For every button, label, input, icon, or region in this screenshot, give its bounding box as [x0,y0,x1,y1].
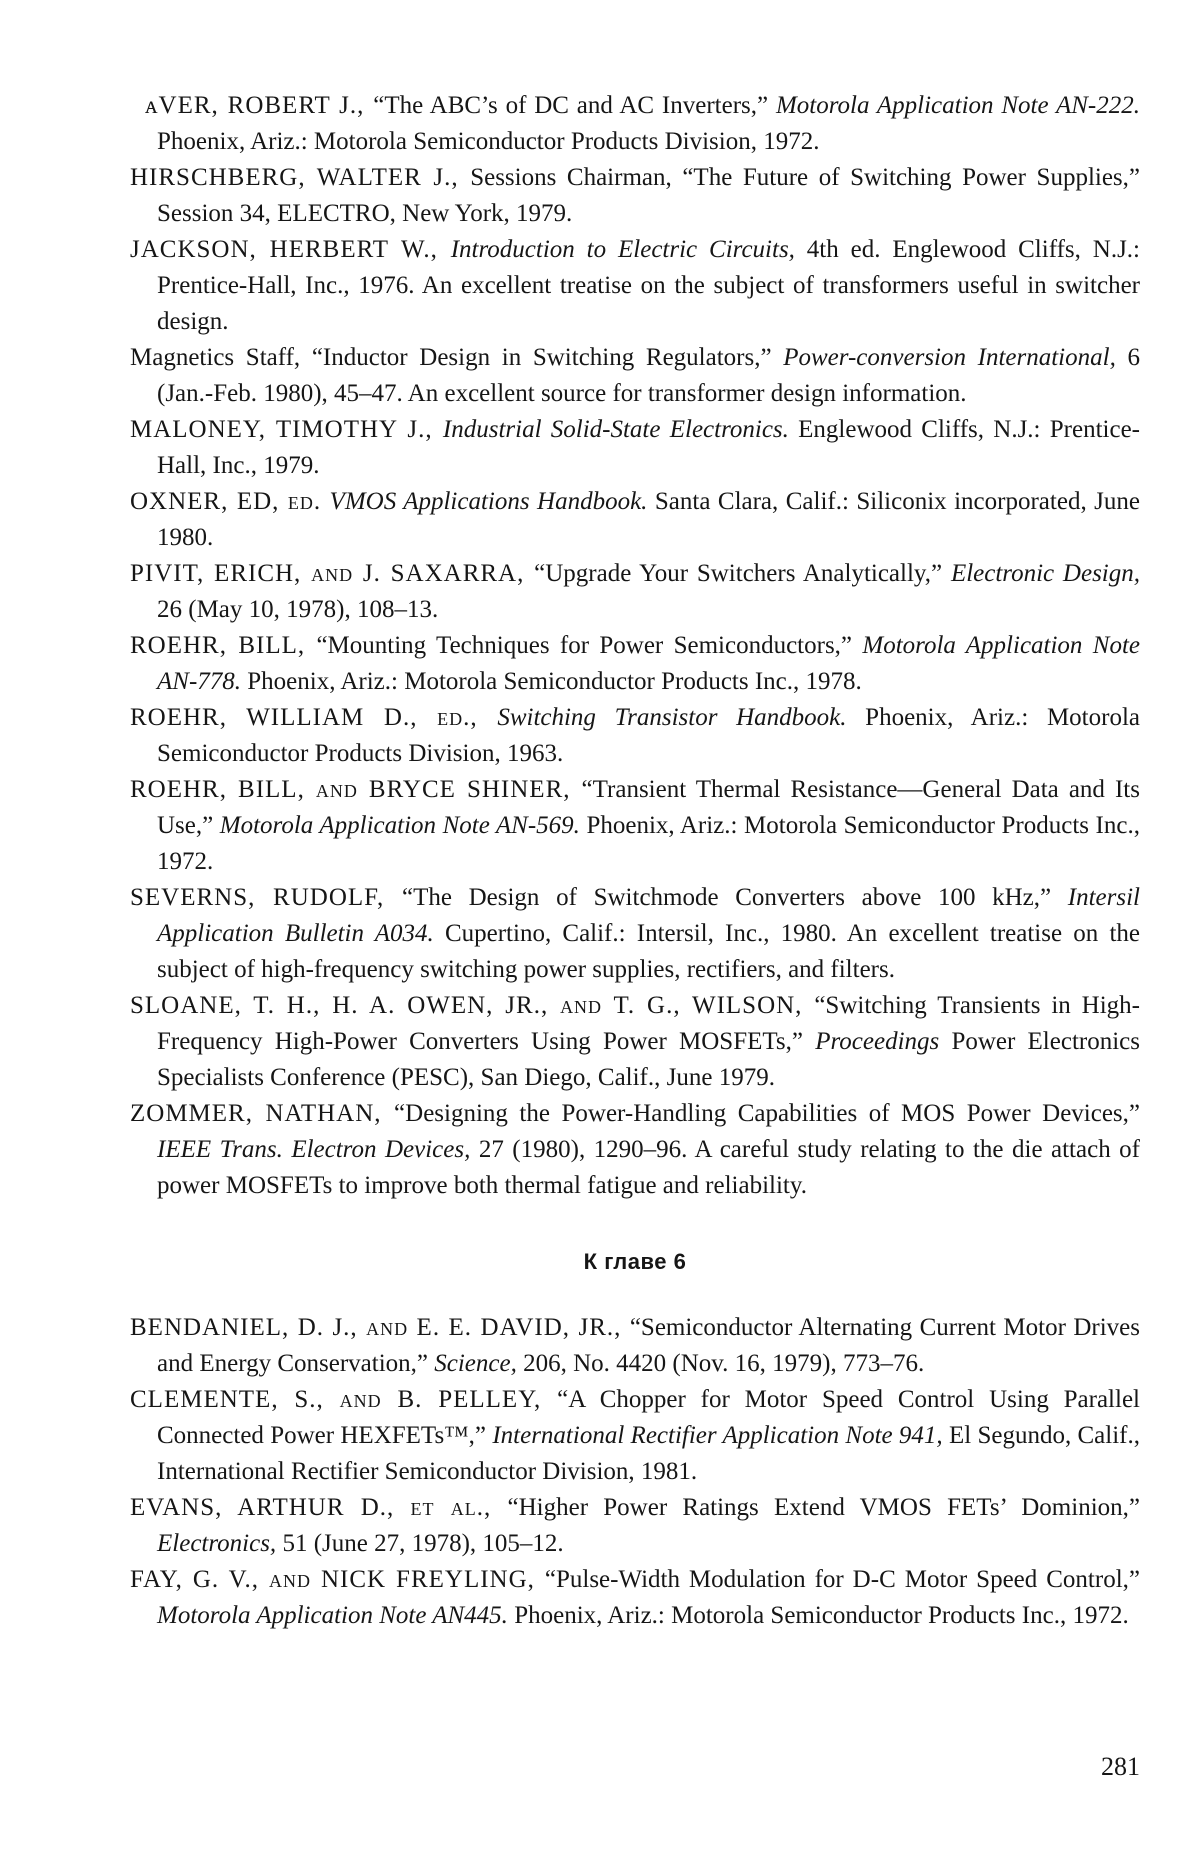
reference-entry [130,340,1140,412]
publication-info: Power Electronics Specialists Conference (PESC), San Diego, Calif., June 1979. [157,1028,1140,1091]
source-title: Switching Transistor Handbook. [497,704,846,731]
publication-info: Cupertino, Calif.: Intersil, Inc., 1980. An excellent treatise on the subject of high-frequency switching power supplies, rectifiers, and filters. [157,920,1140,983]
reference-entry [130,484,1140,556]
reference-entry [130,1310,1140,1382]
title-text: “Upgrade Your Switchers Analytically,” [534,560,951,587]
source-title: International Rectifier Application Note 941, [492,1422,942,1449]
source-title: VMOS Applications Handbook. [330,488,648,515]
author: BENDANIEL, D. J., and E. E. DAVID, JR., [130,1314,630,1341]
source-title: Motorola Application Note AN-569. [220,812,580,839]
reference-entry [130,880,1140,988]
reference-entry [130,1562,1140,1634]
title-text: “A Chopper for Motor Speed Control Using Parallel Connected Power HEXFETs™,” [157,1386,1140,1449]
author: MALONEY, TIMOTHY J., [130,416,443,443]
source-title: Science, [434,1350,517,1377]
reference-entry [130,556,1140,628]
chapter-heading: К главе 6 [130,1244,1140,1280]
publication-info: El Segundo, Calif., International Rectifier Semiconductor Division, 1981. [157,1422,1140,1485]
reference-entry [130,700,1140,772]
source-title: IEEE Trans. Electron Devices, [157,1136,470,1163]
publication-info: 6 (Jan.-Feb. 1980), 45–47. An excellent source for transformer design information. [157,344,1140,407]
reference-entry [130,1490,1140,1562]
author: CLEMENTE, S., and B. PELLEY, [130,1386,557,1413]
section-previous-chapter [130,88,1140,1204]
page-number: 281 [1101,1752,1140,1782]
author: OXNER, ED, ed. [130,488,330,515]
title-text: “Switching Transients in High-Frequency High-Power Converters Using Power MOSFETs,” [157,992,1140,1055]
author: ROEHR, BILL, and BRYCE SHINER, [130,776,582,803]
publication-info: Santa Clara, Calif.: Siliconix incorporated, June 1980. [157,488,1140,551]
author: JACKSON, HERBERT W., [130,236,451,263]
section-chapter-6 [130,1310,1140,1634]
author: SLOANE, T. H., H. A. OWEN, JR., and T. G., WILSON, [130,992,814,1019]
reference-entry [130,988,1140,1096]
source-title: Motorola Application Note AN445. [157,1602,508,1629]
publication-info: Phoenix, Ariz.: Motorola Semiconductor Products Inc., 1972. [157,812,1140,875]
publication-info: Englewood Cliffs, N.J.: Prentice-Hall, Inc., 1979. [157,416,1140,479]
publication-info: Phoenix, Ariz.: Motorola Semiconductor Products Inc., 1972. [508,1602,1129,1629]
author: EVANS, ARTHUR D., et al., [130,1494,508,1521]
author: SEVERNS, RUDOLF, [130,884,402,911]
source-title: Introduction to Electric Circuits, [451,236,795,263]
reference-entry [130,1382,1140,1490]
title-text: “Designing the Power-Handling Capabilities of MOS Power Devices,” [394,1100,1140,1127]
author: ROEHR, WILLIAM D., ed., [130,704,497,731]
publication-info: 4th ed. Englewood Cliffs, N.J.: Prentice-Hall, Inc., 1976. An excellent treatise on the subject of transformers useful in switcher design. [157,236,1140,335]
reference-entry [130,412,1140,484]
publication-info: 27 (1980), 1290–96. A careful study relating to the die attach of power MOSFETs to improve both thermal fatigue and reliability. [157,1136,1140,1199]
publication-info: 26 (May 10, 1978), 108–13. [157,596,438,623]
title-text: “Mounting Techniques for Power Semiconductors,” [316,632,862,659]
author: ROEHR, BILL, [130,632,316,659]
publication-info: 206, No. 4420 (Nov. 16, 1979), 773–76. [517,1350,924,1377]
author: ɪᴀVER, ROBERT J., [130,92,373,119]
title-text: “Semiconductor Alternating Current Motor Drives and Energy Conservation,” [157,1314,1140,1377]
source-title: Intersil Application Bulletin A034. [157,884,1140,947]
source-title: Electronic Design, [951,560,1140,587]
reference-entry [130,1096,1140,1204]
source-title: Motorola Application Note AN-778. [157,632,1140,695]
author: HIRSCHBERG, WALTER J., [130,164,470,191]
publication-info: 51 (June 27, 1978), 105–12. [276,1530,563,1557]
reference-entry [130,772,1140,880]
publication-info: Phoenix, Ariz.: Motorola Semiconductor Products Inc., 1978. [241,668,862,695]
title-text: “The Design of Switchmode Converters above 100 kHz,” [402,884,1068,911]
title-text: Magnetics Staff, “Inductor Design in Switching Regulators,” [130,344,783,371]
title-text: “Transient Thermal Resistance—General Data and Its Use,” [157,776,1140,839]
title-text: Sessions Chairman, “The Future of Switching Power Supplies,” Session 34, ELECTRO, New York, 1979. [157,164,1140,227]
source-title: Motorola Application Note AN-222. [776,92,1140,119]
bibliography-page [130,88,1140,1634]
publication-info: Phoenix, Ariz.: Motorola Semiconductor Products Division, 1972. [157,128,819,155]
publication-info: Phoenix, Ariz.: Motorola Semiconductor Products Division, 1963. [157,704,1140,767]
author: PIVIT, ERICH, and J. SAXARRA, [130,560,534,587]
reference-entry [130,88,1140,160]
reference-entry [130,160,1140,232]
reference-entry [130,232,1140,340]
author: ZOMMER, NATHAN, [130,1100,394,1127]
source-title: Industrial Solid-State Electronics. [443,416,789,443]
title-text: “Pulse-Width Modulation for D-C Motor Speed Control,” [545,1566,1140,1593]
source-title: Proceedings [815,1028,939,1055]
title-text: “The ABC’s of DC and AC Inverters,” [373,92,776,119]
source-title: Power-conversion International, [783,344,1116,371]
reference-entry [130,628,1140,700]
author: FAY, G. V., and NICK FREYLING, [130,1566,545,1593]
source-title: Electronics, [157,1530,276,1557]
title-text: “Higher Power Ratings Extend VMOS FETs’ Dominion,” [508,1494,1140,1521]
